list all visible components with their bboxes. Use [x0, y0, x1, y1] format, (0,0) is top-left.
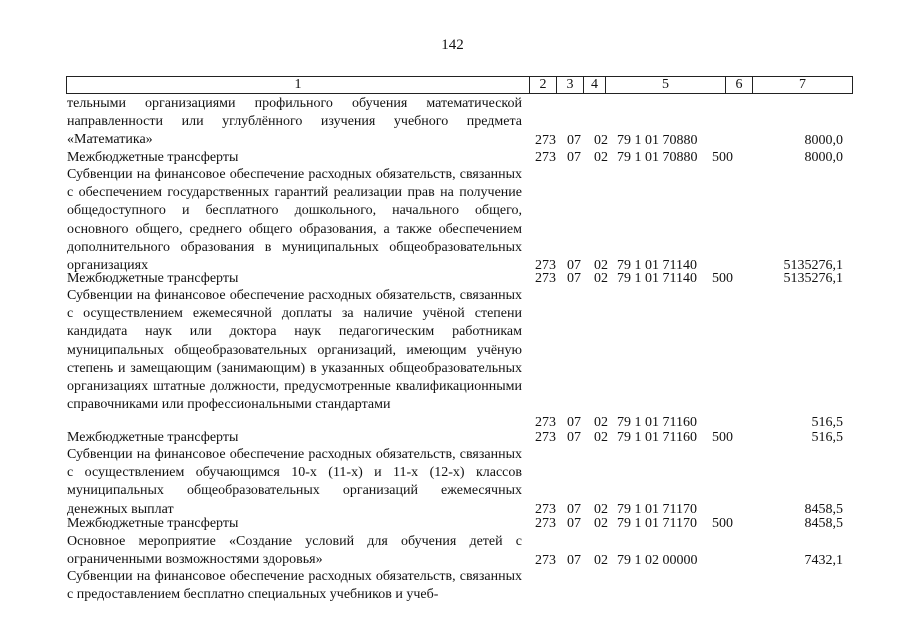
code-subsection: 02	[594, 415, 608, 430]
code-subsection: 02	[594, 133, 608, 148]
code-target-article: 79 1 01 71160	[617, 430, 697, 445]
amount: 8000,0	[804, 150, 843, 165]
amount: 8000,0	[804, 133, 843, 148]
column-header-2: 2	[530, 77, 557, 94]
code-target-article: 79 1 01 71160	[617, 415, 697, 430]
amount: 5135276,1	[783, 271, 843, 286]
code-ministry: 273	[535, 150, 556, 165]
row-description: Межбюджетные трансферты	[67, 516, 239, 531]
column-header-3: 3	[557, 77, 584, 94]
amount: 5135276,1	[783, 258, 843, 273]
code-ministry: 273	[535, 502, 556, 517]
code-target-article: 79 1 01 70880	[617, 133, 698, 148]
column-header-4: 4	[584, 77, 606, 94]
amount: 516,5	[811, 430, 843, 445]
code-section: 07	[567, 258, 581, 273]
row-description: Межбюджетные трансферты	[67, 271, 239, 286]
code-subsection: 02	[594, 150, 608, 165]
row-description: Субвенции на финансовое обеспечение расходных обязательств, связанных с предоставлением бесплатно специальных учебников и учеб-	[67, 569, 522, 603]
code-target-article: 79 1 02 00000	[617, 553, 698, 568]
amount: 7432,1	[804, 553, 843, 568]
code-ministry: 273	[535, 430, 556, 445]
code-expense-type: 500	[712, 150, 733, 165]
amount: 516,5	[811, 415, 843, 430]
code-subsection: 02	[594, 553, 608, 568]
row-description: Субвенции на финансовое обеспечение расходных обязательств, связанных с осуществлением обучающимся 10-х (11-х) и 11-х (12-х) классов муниципальных общеобразовательных организаций ежемесячных денежных выплат	[67, 447, 522, 517]
code-ministry: 273	[535, 553, 556, 568]
code-ministry: 273	[535, 516, 556, 531]
row-description: Межбюджетные трансферты	[67, 150, 239, 165]
column-header-1: 1	[67, 77, 530, 94]
code-target-article: 79 1 01 71170	[617, 502, 697, 517]
code-section: 07	[567, 516, 581, 531]
code-expense-type: 500	[712, 516, 733, 531]
code-subsection: 02	[594, 502, 608, 517]
column-header-5: 5	[606, 77, 726, 94]
row-description: Субвенции на финансовое обеспечение расходных обязательств, связанных с осуществлением ежемесячной доплаты за наличие учёной степени кандидата наук или доктора наук педагогическим работникам муниципальных общеобразовательных организаций, имеющим учёную степень и замещающим (занимающим) в указанных общеобразовательных организациях штатные должности, предусмотренные квалификационными справочниками или профессиональными стандартами	[67, 288, 522, 413]
code-subsection: 02	[594, 271, 608, 286]
column-header-7: 7	[753, 77, 853, 94]
code-target-article: 79 1 01 71170	[617, 516, 697, 531]
row-description: Межбюджетные трансферты	[67, 430, 239, 445]
column-header-6: 6	[726, 77, 753, 94]
amount: 8458,5	[804, 502, 843, 517]
code-ministry: 273	[535, 258, 556, 273]
code-section: 07	[567, 430, 581, 445]
row-description: Основное мероприятие «Создание условий для обучения детей с ограниченными возможностями здоровья»	[67, 534, 522, 568]
code-target-article: 79 1 01 71140	[617, 271, 697, 286]
code-section: 07	[567, 415, 581, 430]
code-section: 07	[567, 133, 581, 148]
code-section: 07	[567, 150, 581, 165]
code-subsection: 02	[594, 430, 608, 445]
code-section: 07	[567, 553, 581, 568]
code-section: 07	[567, 271, 581, 286]
code-expense-type: 500	[712, 430, 733, 445]
code-subsection: 02	[594, 516, 608, 531]
row-description: Субвенции на финансовое обеспечение расходных обязательств, связанных с обеспечением государственных гарантий реализации прав на получение общедоступного и бесплатного дошкольного, начального общего, основного общего, среднего общего образования, а также обеспечением дополнительного образования в муниципальных общеобразовательных организациях	[67, 167, 522, 274]
row-description: тельными организациями профильного обучения математической направленности или углублённого изучения учебного предмета «Математика»	[67, 96, 522, 148]
code-ministry: 273	[535, 271, 556, 286]
code-expense-type: 500	[712, 271, 733, 286]
amount: 8458,5	[804, 516, 843, 531]
code-target-article: 79 1 01 70880	[617, 150, 698, 165]
code-ministry: 273	[535, 133, 556, 148]
page-number: 142	[441, 37, 464, 53]
code-ministry: 273	[535, 415, 556, 430]
code-target-article: 79 1 01 71140	[617, 258, 697, 273]
code-section: 07	[567, 502, 581, 517]
code-subsection: 02	[594, 258, 608, 273]
